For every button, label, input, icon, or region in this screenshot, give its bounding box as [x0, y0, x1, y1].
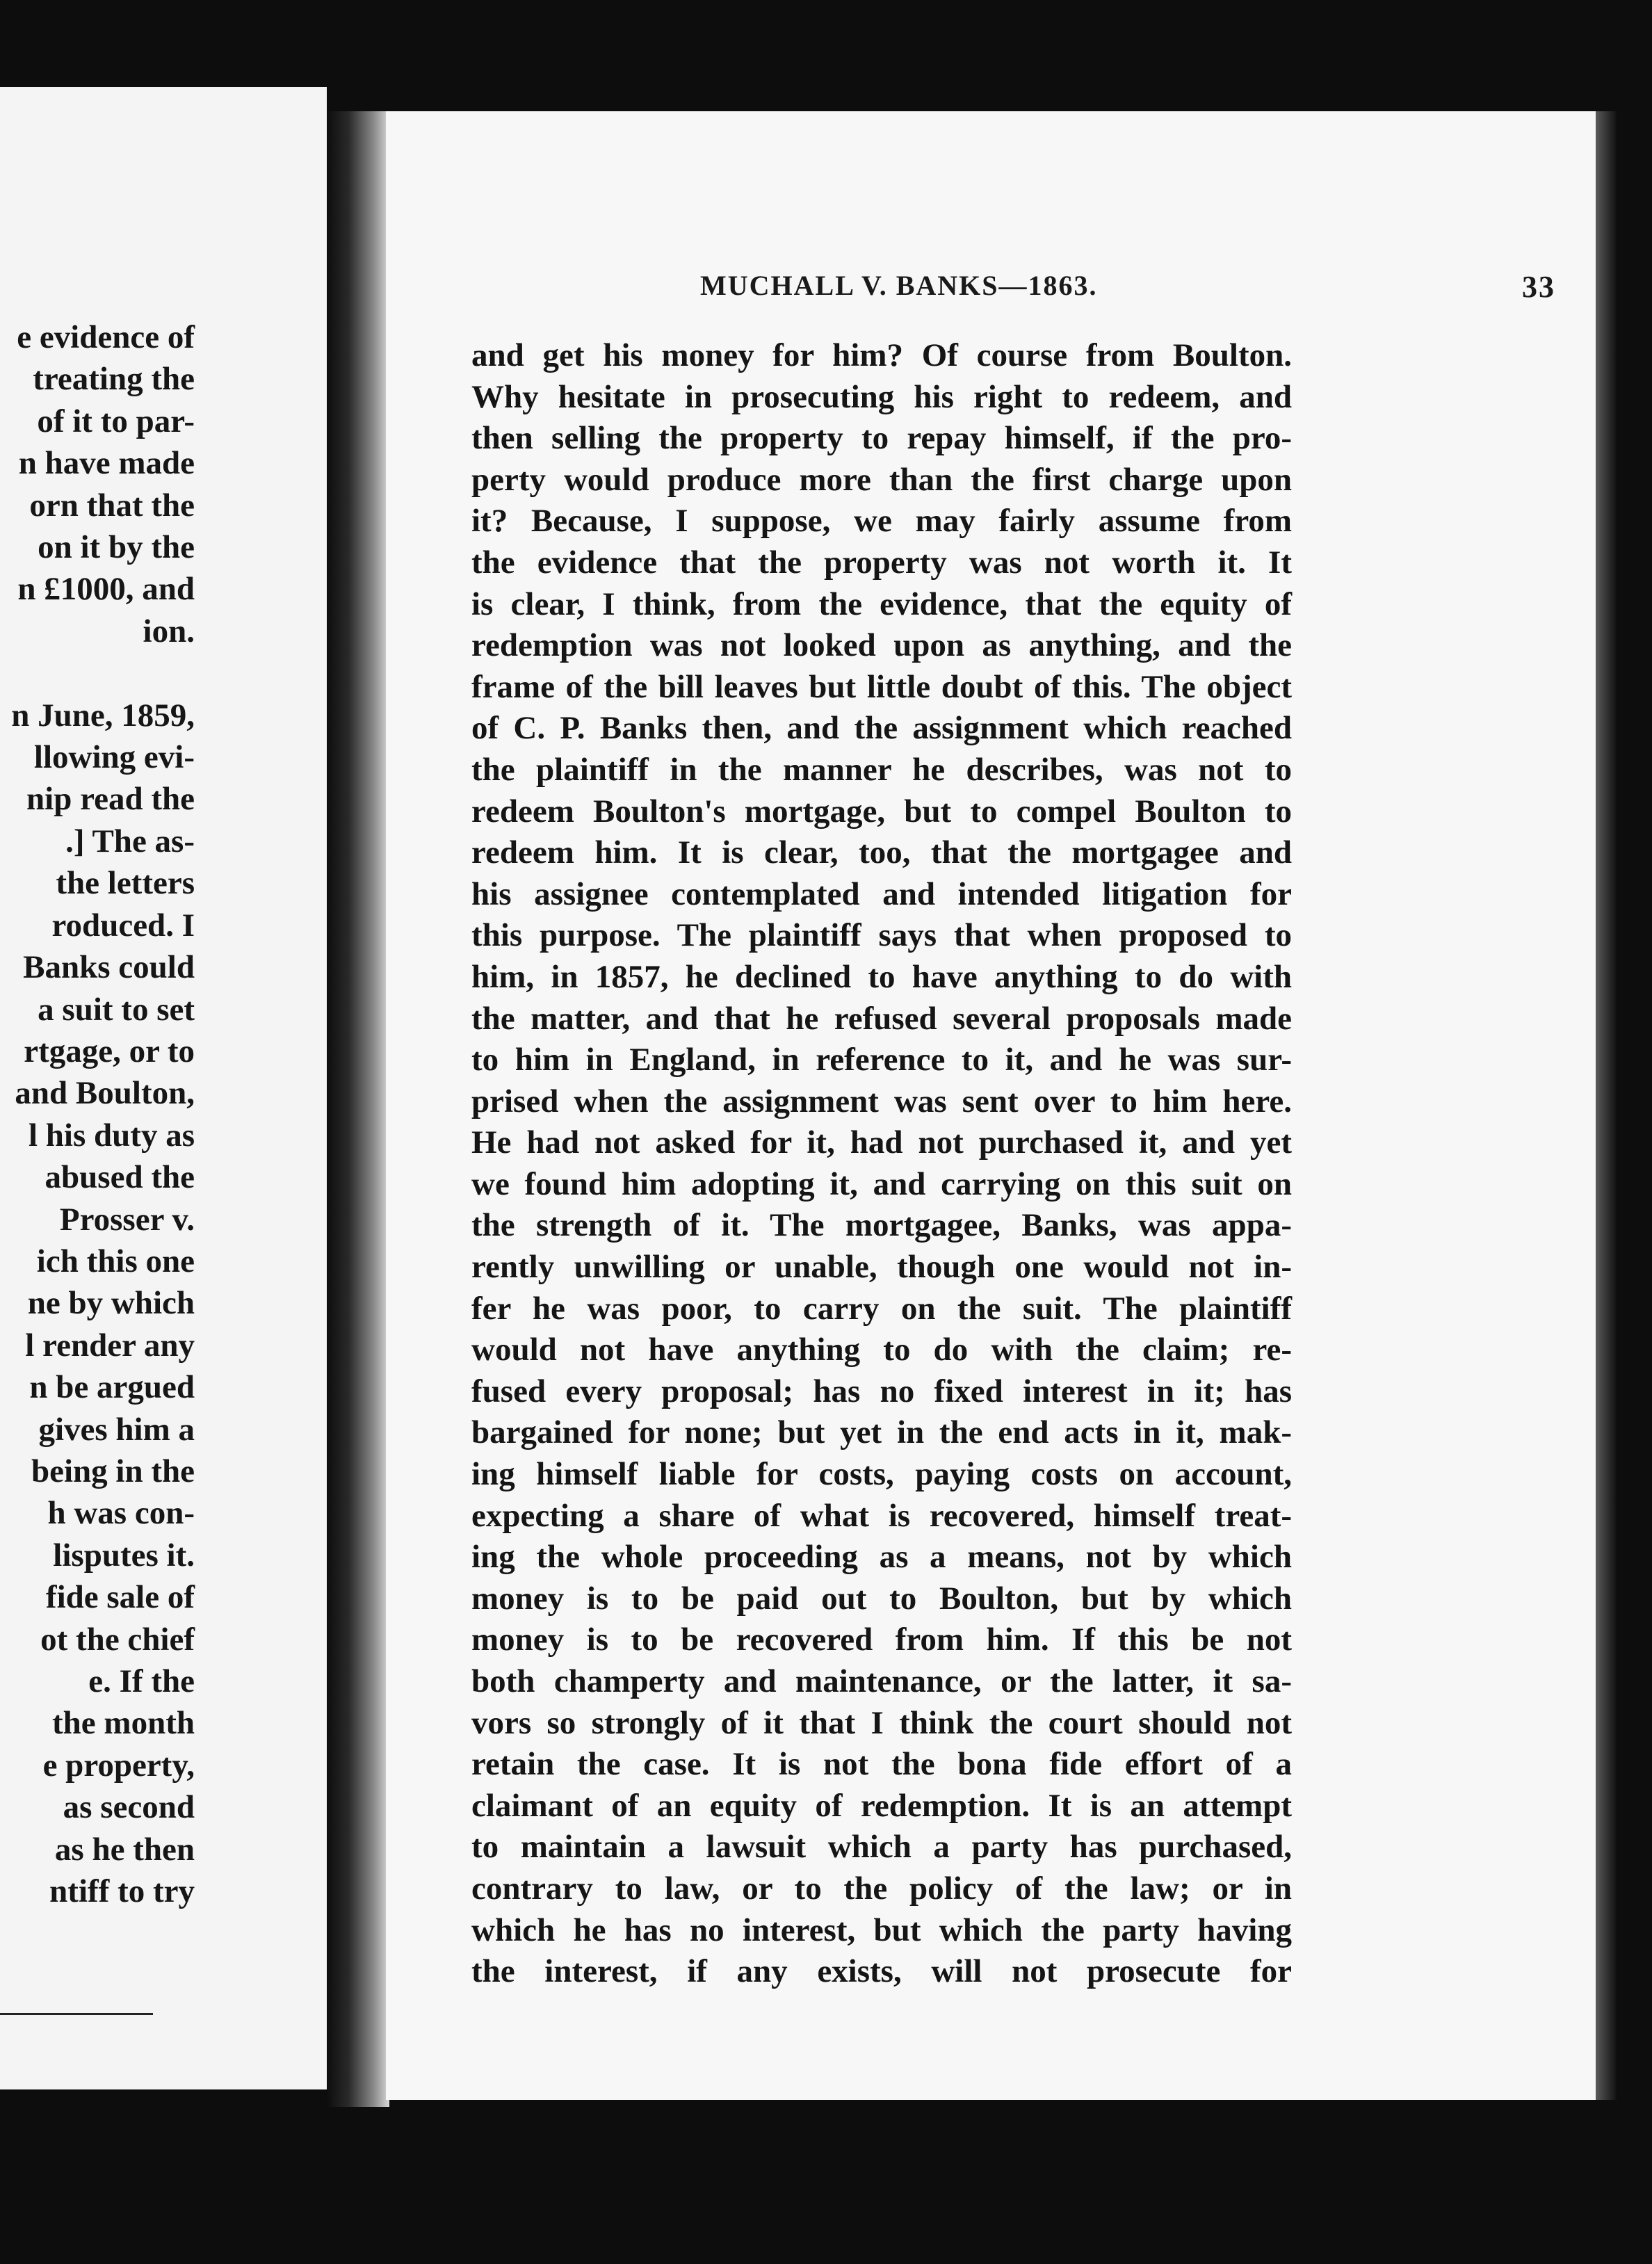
body-line: vors so strongly of it that I think the court should not [471, 1704, 1292, 1741]
body-line: the interest, if any exists, will not prosecute for [471, 1953, 1292, 1990]
body-line: claimant of an equity of redemption. It is an attempt [471, 1787, 1292, 1824]
body-line: we found him adopting it, and carrying on this suit on [471, 1165, 1292, 1202]
body-line: ing himself liable for costs, paying costs on account, [471, 1456, 1292, 1493]
book-gutter [327, 111, 389, 2107]
body-line: perty would produce more than the first charge upon [471, 461, 1292, 498]
body-line: fer he was poor, to carry on the suit. The plaintiff [471, 1290, 1292, 1327]
body-line: would not have anything to do with the claim; re- [471, 1332, 1292, 1368]
body-line: both champerty and maintenance, or the latter, it sa- [471, 1663, 1292, 1699]
body-line: of C. P. Banks then, and the assignment which reached [471, 710, 1292, 747]
page-edge-shadow [1596, 111, 1617, 2100]
body-line: Why hesitate in prosecuting his right to redeem, and [471, 378, 1292, 415]
previous-page-line: ot the chief [40, 1621, 195, 1658]
previous-page-line: n have made [18, 445, 195, 482]
previous-page-line: gives him a [38, 1411, 195, 1448]
previous-page-line: on it by the [38, 529, 195, 566]
previous-page-line: roduced. I [51, 907, 195, 944]
body-line: ing the whole proceeding as a means, not by which [471, 1539, 1292, 1576]
previous-page-line [0, 652, 195, 694]
page-number: 33 [1522, 270, 1555, 304]
previous-page-line: e property, [42, 1747, 195, 1784]
body-line: redeem him. It is clear, too, that the mortgagee and [471, 834, 1292, 871]
previous-page-line: .] The as- [65, 823, 195, 859]
previous-page-line: ne by which [27, 1285, 195, 1322]
previous-page-line: n be argued [29, 1369, 195, 1406]
previous-page-line: ntiff to try [49, 1873, 195, 1910]
previous-page-line: the letters [56, 865, 195, 902]
running-head: MUCHALL V. BANKS—1863. [700, 270, 1098, 301]
current-page [386, 111, 1596, 2100]
previous-page-line: and Boulton, [15, 1075, 195, 1112]
body-line: expecting a share of what is recovered, himself treat- [471, 1497, 1292, 1534]
previous-page [0, 87, 327, 2089]
previous-page-line: being in the [31, 1453, 195, 1489]
body-line: prised when the assignment was sent over to him here. [471, 1083, 1292, 1119]
body-line: to maintain a lawsuit which a party has purchased, [471, 1829, 1292, 1866]
body-line: the strength of it. The mortgagee, Banks, was appa- [471, 1207, 1292, 1244]
body-line: is clear, I think, from the evidence, that the equity of [471, 585, 1292, 622]
previous-page-line: ion. [143, 613, 195, 649]
previous-page-line: e evidence of [17, 319, 195, 355]
body-line: the evidence that the property was not worth it. It [471, 544, 1292, 581]
body-line: money is to be recovered from him. If this be not [471, 1622, 1292, 1658]
page-body-text [471, 335, 1292, 1993]
body-line: which he has no interest, but which the party having [471, 1911, 1292, 1948]
body-line: this purpose. The plaintiff says that when proposed to [471, 917, 1292, 954]
body-line: frame of the bill leaves but little doubt of this. The object [471, 668, 1292, 705]
previous-page-text [0, 316, 195, 1912]
previous-page-line: as second [63, 1789, 195, 1826]
previous-page-line: h was con- [47, 1495, 195, 1532]
body-line: retain the case. It is not the bona fide effort of a [471, 1746, 1292, 1783]
previous-page-line: llowing evi- [33, 739, 195, 776]
previous-page-line: rtgage, or to [24, 1033, 195, 1069]
previous-page-line: e. If the [88, 1663, 195, 1699]
previous-page-line: nip read the [26, 781, 195, 818]
body-line: the plaintiff in the manner he describes, was not to [471, 751, 1292, 788]
body-line: then selling the property to repay himself, if the pro- [471, 420, 1292, 457]
previous-page-line: l his duty as [28, 1117, 195, 1154]
previous-page-line: treating the [33, 361, 195, 398]
previous-page-line: fide sale of [45, 1579, 195, 1616]
previous-page-line: ich this one [36, 1243, 195, 1279]
body-line: his assignee contemplated and intended litigation for [471, 875, 1292, 912]
previous-page-line: n June, 1859, [11, 697, 195, 734]
body-line: bargained for none; but yet in the end acts in it, mak- [471, 1414, 1292, 1451]
body-line: contrary to law, or to the policy of the law; or in [471, 1870, 1292, 1907]
body-line: redemption was not looked upon as anything, and the [471, 627, 1292, 664]
footnote-rule [0, 2013, 153, 2015]
page-header [700, 269, 1555, 304]
previous-page-line: l render any [25, 1327, 195, 1364]
previous-page-line: lisputes it. [53, 1537, 195, 1574]
previous-page-line: the month [52, 1705, 195, 1742]
previous-page-line: of it to par- [37, 403, 195, 439]
previous-page-line: orn that the [29, 487, 195, 524]
body-line: fused every proposal; has no fixed interest in it; has [471, 1373, 1292, 1409]
previous-page-line: as he then [54, 1831, 195, 1868]
previous-page-line: Banks could [23, 949, 195, 986]
body-line: it? Because, I suppose, we may fairly assume from [471, 503, 1292, 540]
body-line: and get his money for him? Of course from Boulton. [471, 337, 1292, 373]
previous-page-line: a suit to set [38, 991, 195, 1028]
body-line: He had not asked for it, had not purchased it, and yet [471, 1124, 1292, 1161]
body-line: money is to be paid out to Boulton, but by which [471, 1580, 1292, 1617]
previous-page-line: n £1000, and [17, 571, 195, 608]
body-line: him, in 1857, he declined to have anything to do with [471, 958, 1292, 995]
previous-page-line: abused the [44, 1159, 195, 1196]
body-line: to him in England, in reference to it, and he was sur- [471, 1042, 1292, 1078]
body-line: rently unwilling or unable, though one would not in- [471, 1249, 1292, 1286]
body-line: the matter, and that he refused several proposals made [471, 1000, 1292, 1037]
previous-page-line: Prosser v. [59, 1201, 195, 1238]
body-line: redeem Boulton's mortgage, but to compel Boulton to [471, 793, 1292, 830]
